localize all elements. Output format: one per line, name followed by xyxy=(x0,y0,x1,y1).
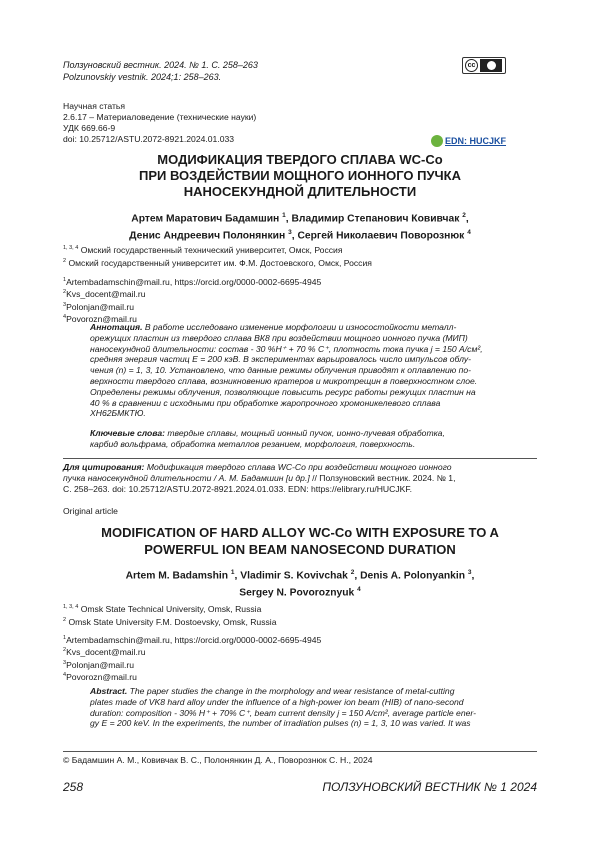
by-icon xyxy=(480,59,502,72)
original-article-label: Original article xyxy=(63,506,118,516)
email-link[interactable]: Polonjan@mail.ru xyxy=(66,301,135,312)
edn-text[interactable]: EDN: HUCJKF xyxy=(445,136,507,146)
cc-license-badge[interactable] xyxy=(462,57,506,74)
copyright-footnote: © Бадамшин А. М., Ковивчак В. С., Полонянкин Д. А., Поворознюк С. Н., 2024 xyxy=(63,751,537,766)
email-link[interactable]: Artembadamschin@mail.ru, https://orcid.org/0000-0002-6695-4945 xyxy=(66,276,322,287)
emails-ru: $^1$Artembadamschin@mail.ru, https://orcid.org/0000-0002-6695-4945 $^2$Kvs_docent@mail.ru $^3$Polonjan@mail.ru $^4$Povorozn@mail.ru xyxy=(63,276,322,325)
author-name: Денис Андреевич Полонянкин xyxy=(129,230,286,242)
doi[interactable]: doi: 10.25712/ASTU.2072-8921.2024.01.033 xyxy=(63,134,235,144)
author-name: Artem M. Badamshin xyxy=(125,570,229,582)
email-link[interactable]: Povorozn@mail.ru xyxy=(66,314,137,325)
article-meta xyxy=(63,101,256,145)
abstract-en: Abstract. The paper studies the change in the morphology and wear resistance of metal-cutting plates made of VK8 hard alloy under the influence of a high-power ion beam (HIB) of nano-second duration: composition - 30% H⁺ + 70% C⁺, beam current density j = 150 A/cm², average particle ener- gy E = 200 keV. In the experiments, the number of irradiation pulses (n) = 1, 3, 10 was varied. It was xyxy=(90,686,476,729)
email-link[interactable]: Povorozn@mail.ru xyxy=(66,672,137,683)
journal-en: Polzunovskiy vestnik. 2024;1: 258–263. xyxy=(63,71,222,82)
author-name: Vladimir S. Kovivchak xyxy=(240,570,348,582)
author-name: Артем Маратович Бадамшин xyxy=(131,213,280,225)
title-en: MODIFICATION OF HARD ALLOY WC-Co WITH EXPOSURE TO A POWERFUL ION BEAM NANOSECOND DURATION xyxy=(101,525,499,557)
authors-en: Artem M. Badamshin $^1$, Vladimir S. Kovivchak $^2$, Denis A. Polonyankin $^3$, Sergey N. Povoroznyuk $^4$ xyxy=(125,569,475,599)
title-ru: МОДИФИКАЦИЯ ТВЕРДОГО СПЛАВА WC-Co ПРИ ВОЗДЕЙСТВИИ МОЩНОГО ИОННОГО ПУЧКА НАНОСЕКУНДНОЙ ДЛИТЕЛЬНОСТИ xyxy=(138,152,462,199)
citation-block: Для цитирования: Модификация твердого сплава WC-Co при воздействии мощного ионного пучка наносекундной длительности / А. М. Бадамшин [и др.] // Ползуновский вестник. 2024. № 1, С. 258–263. doi: 10.25712/ASTU.2072-8921.2024.01.033. EDN: https://elibrary.ru/HUCJKF. xyxy=(63,458,537,494)
author-name: Сергей Николаевич Поворознюк xyxy=(297,230,465,242)
journal-citation-header xyxy=(63,60,258,83)
author-name: Владимир Степанович Ковивчак xyxy=(291,213,460,225)
edn-link[interactable] xyxy=(431,135,506,147)
author-name: Denis A. Polonyankin xyxy=(360,570,465,582)
affiliations-ru: $^{1, 3, 4}$ Омский государственный технический университет, Омск, Россия $^2$ Омский государственный университет им. Ф.М. Достоевского, Омск, Россия xyxy=(63,244,372,268)
article-type: Научная статья xyxy=(63,101,126,111)
journal-footer: ПОЛЗУНОВСКИЙ ВЕСТНИК № 1 2024 xyxy=(322,780,537,794)
specialty: 2.6.17 – Материаловедение (технические науки) xyxy=(63,112,257,122)
edn-logo-icon xyxy=(431,135,443,147)
affiliations-en: $^{1, 3, 4}$ Omsk State Technical University, Omsk, Russia $^2$ Omsk State University F.M. Dostoevsky, Omsk, Russia xyxy=(63,603,277,627)
emails-en: $^1$Artembadamschin@mail.ru, https://orcid.org/0000-0002-6695-4945 $^2$Kvs_docent@mail.ru $^3$Polonjan@mail.ru $^4$Povorozn@mail.ru xyxy=(63,634,322,683)
journal-ru: Ползуновский вестник. 2024. № 1. С. 258–263 xyxy=(63,60,258,70)
email-link[interactable]: Polonjan@mail.ru xyxy=(66,659,135,670)
udk: УДК 669.66-9 xyxy=(63,123,116,133)
page-number: 258 xyxy=(63,780,84,794)
keywords-ru: Ключевые слова: твердые сплавы, мощный ионный пучок, ионно-лучевая обработка, карбид вольфрама, обработка металлов резанием, морфология, поверхность. xyxy=(90,428,445,449)
author-name: Sergey N. Povoroznyuk xyxy=(239,587,355,599)
abstract-ru: Аннотация. В работе исследовано изменение морфологии и износостойкости металл- орежущих пластин из твердого сплава ВК8 при воздействии мощного ионного пучка (МИП) наносекундной длительности: состав - 30 %H⁺ + 70 % C⁺, плотность тока пучка j = 150 А/см², средняя энергия частиц E = 200 кэВ. В экспериментах варьировалось число импульсов облу- чения (n) = 1, 3, 10. Установлено, что данные режимы облучения приводят к оплавлению по- верхности твердого сплава, возникновению кратеров и микротрещин в поверхностном слое. Определены режимы облучения, позволяющие повысить ресурс работы режущих пластин на 40 % в сравнении с исходными при обработке жаропрочного хромоникелевого сплава ХН62БМКТЮ. xyxy=(90,322,483,419)
email-link[interactable]: Kvs_docent@mail.ru xyxy=(66,289,146,300)
cc-icon: cc xyxy=(465,59,478,72)
email-link[interactable]: Artembadamschin@mail.ru, https://orcid.org/0000-0002-6695-4945 xyxy=(66,634,322,645)
page-footer xyxy=(63,780,537,794)
authors-ru: Артем Маратович Бадамшин $^1$, Владимир Степанович Ковивчак $^2$, Денис Андреевич Полонянкин $^3$, Сергей Николаевич Поворознюк $^4$ xyxy=(129,212,471,242)
email-link[interactable]: Kvs_docent@mail.ru xyxy=(66,647,146,658)
